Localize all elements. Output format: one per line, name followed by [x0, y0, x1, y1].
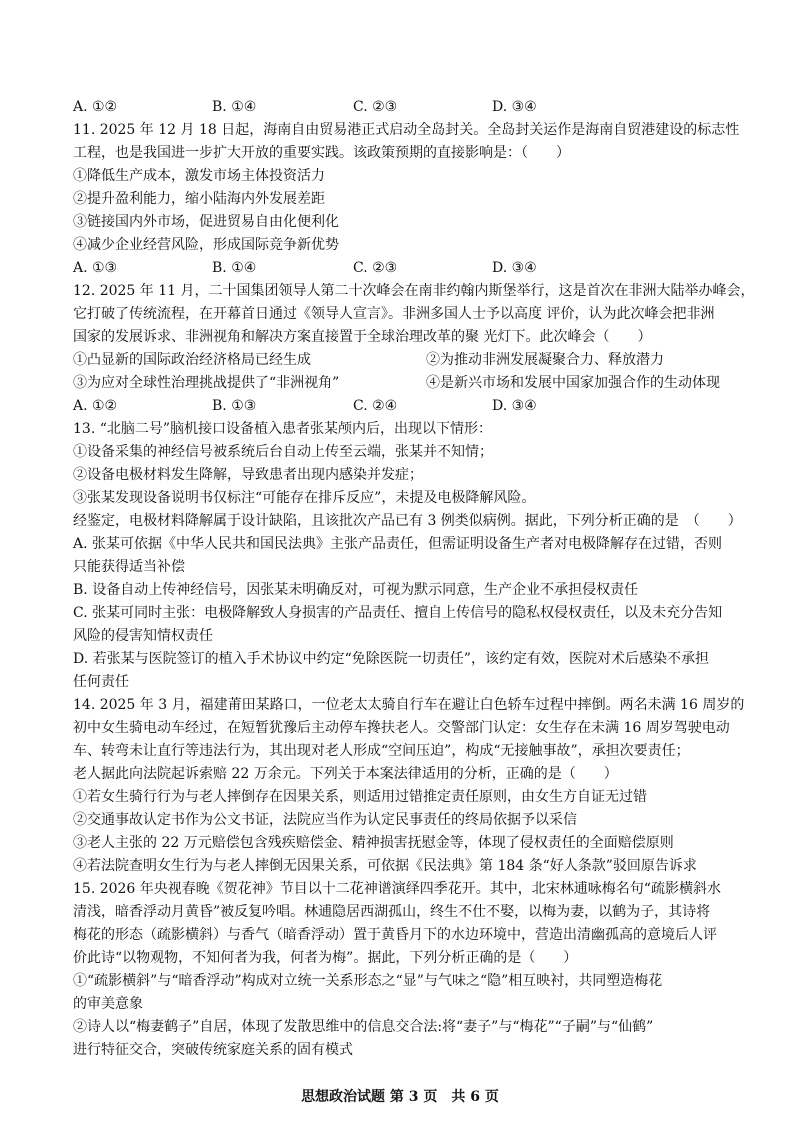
- q12-stem-line: 12. 2025 年 11 月，二十国集团领导人第二十次峰会在南非约翰内斯堡举行，这是首次在非洲大陆举办峰会，: [73, 283, 755, 299]
- q14-stem-line: 老人据此向法院起诉索赔 22 万余元。下列关于本案法律适用的分析，正确的是（ ）: [73, 766, 618, 782]
- option-d: D. ③④: [492, 260, 537, 276]
- q15-stem-line: 价此诗“以物观物，不知何者为我，何者为梅”。据此，下列分析正确的是（ ）: [73, 950, 578, 966]
- q12-options: [73, 397, 753, 415]
- q11-stem-line: 11. 2025 年 12 月 18 日起，海南自由贸易港正式启动全岛封关。全岛封关运作是海南自贸港建设的标志性: [73, 122, 740, 138]
- q13-item: ①设备采集的神经信号被系统后台自动上传至云端，张某并不知情；: [73, 444, 493, 460]
- option-a: A. ①②: [73, 398, 118, 414]
- q15-item-cont: 进行特征交合，突破传统家庭关系的固有模式: [73, 1042, 353, 1058]
- option-a: A. ①②: [73, 99, 118, 115]
- option-b: B. ①③: [212, 398, 257, 414]
- q11-item: ③链接国内外市场，促进贸易自由化便利化: [73, 214, 339, 230]
- q13-note: 经鉴定，电极材料降解属于设计缺陷，且该批次产品已有 3 例类似病例。据此，下列分析正确的是 （ ）: [73, 513, 742, 529]
- option-b: B. ①④: [212, 260, 257, 276]
- q12-item: ①凸显新的国际政治经济格局已经生成: [73, 352, 311, 368]
- option-a: A. ①③: [73, 260, 118, 276]
- q15-item: ①“疏影横斜”与“暗香浮动”构成对立统一关系形态之“显”与气味之“隐”相互映衬，共同塑造梅花: [73, 973, 663, 989]
- q15-stem-line: 清浅，暗香浮动月黄昏”被反复吟唱。林逋隐居西湖孤山，终生不仕不娶，以梅为妻，以鹤为子，其诗将: [73, 904, 711, 920]
- q11-options: [73, 259, 753, 277]
- q10-options: [73, 98, 753, 116]
- option-d: D. ③④: [492, 99, 537, 115]
- q13-option-d: D. 若张某与医院签订的植入手术协议中约定“免除医院一切责任”，该约定有效，医院对术后感染不承担: [73, 651, 709, 667]
- q11-item: ②提升盈利能力，缩小陆海内外发展差距: [73, 191, 325, 207]
- page-footer: 思想政治试题 第 3 页 共 6 页: [301, 1089, 499, 1105]
- q13-stem-line: 13. “北脑二号”脑机接口设备植入患者张某颅内后，出现以下情形：: [73, 421, 493, 437]
- option-c: C. ②③: [353, 260, 398, 276]
- option-c: C. ②③: [353, 99, 398, 115]
- q15-stem-line: 梅花的形态（疏影横斜）与香气（暗香浮动）置于黄昏月下的水边环境中，营造出清幽孤高的意境后人评: [73, 927, 717, 943]
- q13-option-a-cont: 只能获得适当补偿: [73, 559, 185, 575]
- q13-option-c-cont: 风险的侵害知情权责任: [73, 628, 213, 644]
- option-d: D. ③④: [492, 398, 537, 414]
- q12-stem-line: 它打破了传统流程，在开幕首日通过《领导人宣言》。非洲多国人士予以高度 评价，认为此次峰会把非洲: [73, 306, 715, 322]
- option-c: C. ②④: [353, 398, 398, 414]
- q13-item: ③张某发现设备说明书仅标注“可能存在排斥反应”，未提及电极降解风险。: [73, 490, 536, 506]
- q12-item: ④是新兴市场和发展中国家加强合作的生动体现: [426, 375, 720, 391]
- q13-option-c: C. 张某可同时主张：电极降解致人身损害的产品责任、擅自上传信号的隐私权侵权责任，以及未充分告知: [73, 605, 723, 621]
- q11-item: ④减少企业经营风险，形成国际竞争新优势: [73, 237, 339, 253]
- q14-item: ③老人主张的 22 万元赔偿包含残疾赔偿金、精神损害抚慰金等，体现了侵权责任的全面赔偿原则: [73, 835, 674, 851]
- q14-item: ④若法院查明女生行为与老人摔倒无因果关系，可依据《民法典》第 184 条“好人条款”驳回原告诉求: [73, 858, 697, 874]
- q14-stem-line: 初中女生骑电动车经过，在短暂犹豫后主动停车搀扶老人。交警部门认定：女生存在未满 16 周岁驾驶电动: [73, 720, 730, 736]
- q13-option-d-cont: 任何责任: [73, 674, 129, 690]
- q14-item: ②交通事故认定书作为公文书证，法院应当作为认定民事责任的终局依据予以采信: [73, 812, 577, 828]
- q14-item: ①若女生骑行行为与老人摔倒存在因果关系，则适用过错推定责任原则，由女生方自证无过错: [73, 789, 647, 805]
- q11-item: ①降低生产成本，激发市场主体投资活力: [73, 168, 325, 184]
- q12-item: ③为应对全球性治理挑战提供了“非洲视角”: [73, 375, 340, 391]
- q15-item-cont: 的审美意象: [73, 996, 143, 1012]
- option-b: B. ①④: [212, 99, 257, 115]
- q12-items-row: [73, 351, 753, 369]
- q11-stem-line: 工程，也是我国进一步扩大开放的重要实践。该政策预期的直接影响是：（ ）: [73, 145, 570, 161]
- q12-items-row: [73, 374, 753, 392]
- q12-stem-line: 国家的发展诉求、非洲视角和解决方案直接置于全球治理改革的聚 光灯下。此次峰会（ ）: [73, 329, 652, 345]
- q15-stem-line: 15. 2026 年央视春晚《贺花神》节目以十二花神谱演绎四季花开。其中，北宋林逋咏梅名句“疏影横斜水: [73, 881, 721, 897]
- q14-stem-line: 车、转弯未让直行等违法行为，其出现对老人形成“空间压迫”，构成“无接触事故”，承担次要责任；: [73, 743, 690, 759]
- q15-item: ②诗人以“梅妻鹤子”自居，体现了发散思维中的信息交合法:将“妻子”与“梅花”“子嗣”与“仙鹤”: [73, 1019, 654, 1035]
- q13-option-b: B. 设备自动上传神经信号，因张某未明确反对，可视为默示同意，生产企业不承担侵权责任: [73, 582, 639, 598]
- q14-stem-line: 14. 2025 年 3 月，福建莆田某路口，一位老太太骑自行车在避让白色轿车过程中摔倒。两名未满 16 周岁的: [73, 697, 745, 713]
- q12-item: ②为推动非洲发展凝聚合力、释放潜力: [426, 352, 664, 368]
- q13-item: ②设备电极材料发生降解，导致患者出现内感染并发症；: [73, 467, 423, 483]
- q13-option-a: A. 张某可依据《中华人民共和国民法典》主张产品责任，但需证明设备生产者对电极降解存在过错，否则: [73, 536, 723, 552]
